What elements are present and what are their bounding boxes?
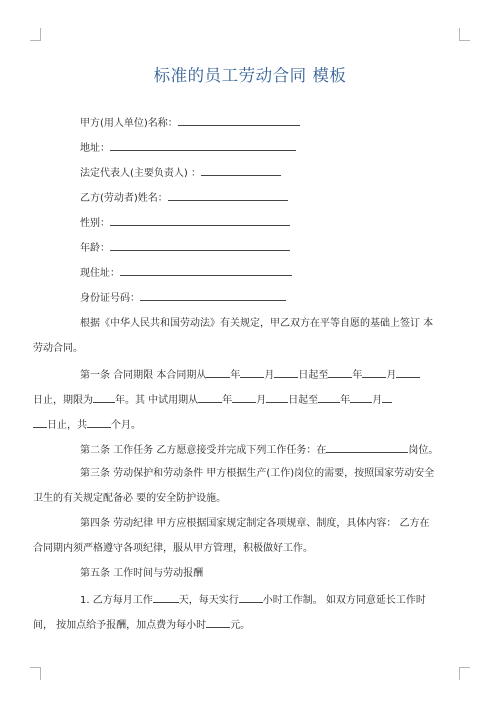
field-label: 年龄： bbox=[80, 243, 110, 254]
fill-blank[interactable] bbox=[87, 417, 111, 428]
text-day-end-total: 日止，共 bbox=[47, 420, 87, 431]
field-label: 现住址： bbox=[80, 268, 120, 279]
article5-heading: 第五条 工作时间与劳动报酬 bbox=[80, 568, 204, 579]
fill-blank[interactable] bbox=[206, 367, 230, 378]
crop-mark-top-right bbox=[459, 28, 470, 41]
article5-item1-line-2 bbox=[33, 617, 250, 633]
fill-blank[interactable] bbox=[328, 367, 352, 378]
field-label: 性别： bbox=[80, 218, 110, 229]
field-legal-representative bbox=[80, 165, 281, 181]
fill-blank[interactable] bbox=[326, 442, 408, 453]
fill-blank[interactable] bbox=[232, 392, 256, 403]
article4-line-2: 合同期内须严格遵守各项纪律，服从甲方管理，积极做好工作。 bbox=[33, 543, 313, 554]
field-label: 甲方(用人单位)名称： bbox=[80, 118, 178, 129]
article1-line-3 bbox=[33, 417, 141, 433]
field-employer-name bbox=[80, 115, 300, 131]
text-year: 年 bbox=[352, 370, 363, 381]
fill-blank[interactable] bbox=[350, 392, 372, 403]
preamble-line-2: 劳动合同。 bbox=[33, 343, 83, 354]
article5-item1-line-1 bbox=[80, 592, 426, 608]
fill-blank[interactable] bbox=[362, 367, 386, 378]
item1-text-c: 小时工作制。 如双方同意延长工作时 bbox=[262, 595, 426, 606]
fill-blank[interactable] bbox=[110, 215, 290, 226]
text-year: 年 bbox=[222, 395, 233, 406]
document-title: 标准的员工劳动合同 模板 bbox=[153, 66, 347, 85]
crop-mark-bottom-left bbox=[30, 667, 41, 680]
article1-line-1 bbox=[80, 367, 420, 383]
fill-blank[interactable] bbox=[318, 392, 340, 403]
field-label: 身份证号码： bbox=[80, 293, 140, 304]
crop-mark-top-left bbox=[30, 28, 41, 41]
fill-blank[interactable] bbox=[140, 290, 286, 301]
fill-blank[interactable] bbox=[153, 592, 179, 603]
fill-blank[interactable] bbox=[178, 115, 300, 126]
fill-blank[interactable] bbox=[33, 417, 47, 428]
field-current-address bbox=[80, 265, 292, 281]
field-label: 地址： bbox=[80, 143, 110, 154]
fill-blank[interactable] bbox=[274, 367, 298, 378]
fill-blank[interactable] bbox=[120, 265, 292, 276]
article2-text: 第二条 工作任务 乙方愿意接受并完成下列工作任务：在 bbox=[80, 445, 327, 456]
text-year: 年 bbox=[340, 395, 351, 406]
field-label: 法定代表人(主要负责人) ： bbox=[80, 168, 201, 179]
article1-start: 第一条 合同期限 本合同期从 bbox=[80, 370, 207, 381]
field-gender bbox=[80, 215, 290, 231]
text-months: 个月。 bbox=[111, 420, 141, 431]
fill-blank[interactable] bbox=[382, 392, 392, 403]
text-month: 月 bbox=[386, 370, 397, 381]
item1-text-b: 天，每天实行 bbox=[178, 595, 239, 606]
preamble-line-1: 根据《中华人民共和国劳动法》有关规定，甲乙双方在平等自愿的基础上签订 本 bbox=[80, 318, 434, 329]
crop-mark-bottom-right bbox=[459, 667, 470, 680]
article3-line-2: 卫生的有关规定配备必 要的安全防护设施。 bbox=[33, 493, 227, 504]
fill-blank[interactable] bbox=[239, 592, 263, 603]
article2-suffix: 岗位。 bbox=[408, 445, 439, 456]
fill-blank[interactable] bbox=[396, 367, 420, 378]
text-day-from: 日起至 bbox=[288, 395, 319, 406]
item1-text-a: 1. 乙方每月工作 bbox=[80, 595, 153, 606]
item1-text-d: 间， 按加点给予报酬，加点费为每小时 bbox=[33, 620, 207, 631]
fill-blank[interactable] bbox=[110, 240, 290, 251]
fill-blank[interactable] bbox=[206, 617, 230, 628]
article3-line-1: 第三条 劳动保护和劳动条件 甲方根据生产(工作)岗位的需要，按照国家劳动安全 bbox=[80, 468, 435, 479]
text-month: 月 bbox=[264, 370, 275, 381]
fill-blank[interactable] bbox=[110, 140, 296, 151]
field-age bbox=[80, 240, 290, 256]
text-year: 年 bbox=[230, 370, 241, 381]
text-month: 月 bbox=[372, 395, 383, 406]
fill-blank[interactable] bbox=[240, 367, 264, 378]
text-years-probation: 年。其 中试用期从 bbox=[115, 395, 199, 406]
fill-blank[interactable] bbox=[201, 165, 281, 176]
fill-blank[interactable] bbox=[198, 392, 222, 403]
text-day-end: 日止，期限为 bbox=[33, 395, 93, 406]
fill-blank[interactable] bbox=[168, 190, 288, 201]
article4-line-1: 第四条 劳动纪律 甲方应根据国家规定制定各项规章、制度，具体内容： 乙方在 bbox=[80, 518, 430, 529]
field-address bbox=[80, 140, 296, 156]
field-employee-name bbox=[80, 190, 288, 206]
fill-blank[interactable] bbox=[266, 392, 288, 403]
article2-line bbox=[80, 442, 438, 458]
field-id-number bbox=[80, 290, 286, 306]
item1-text-e: 元。 bbox=[230, 620, 251, 631]
article1-line-2 bbox=[33, 392, 392, 408]
text-day-from: 日起至 bbox=[298, 370, 329, 381]
fill-blank[interactable] bbox=[93, 392, 115, 403]
field-label: 乙方(劳动者)姓名： bbox=[80, 193, 168, 204]
text-month: 月 bbox=[256, 395, 267, 406]
